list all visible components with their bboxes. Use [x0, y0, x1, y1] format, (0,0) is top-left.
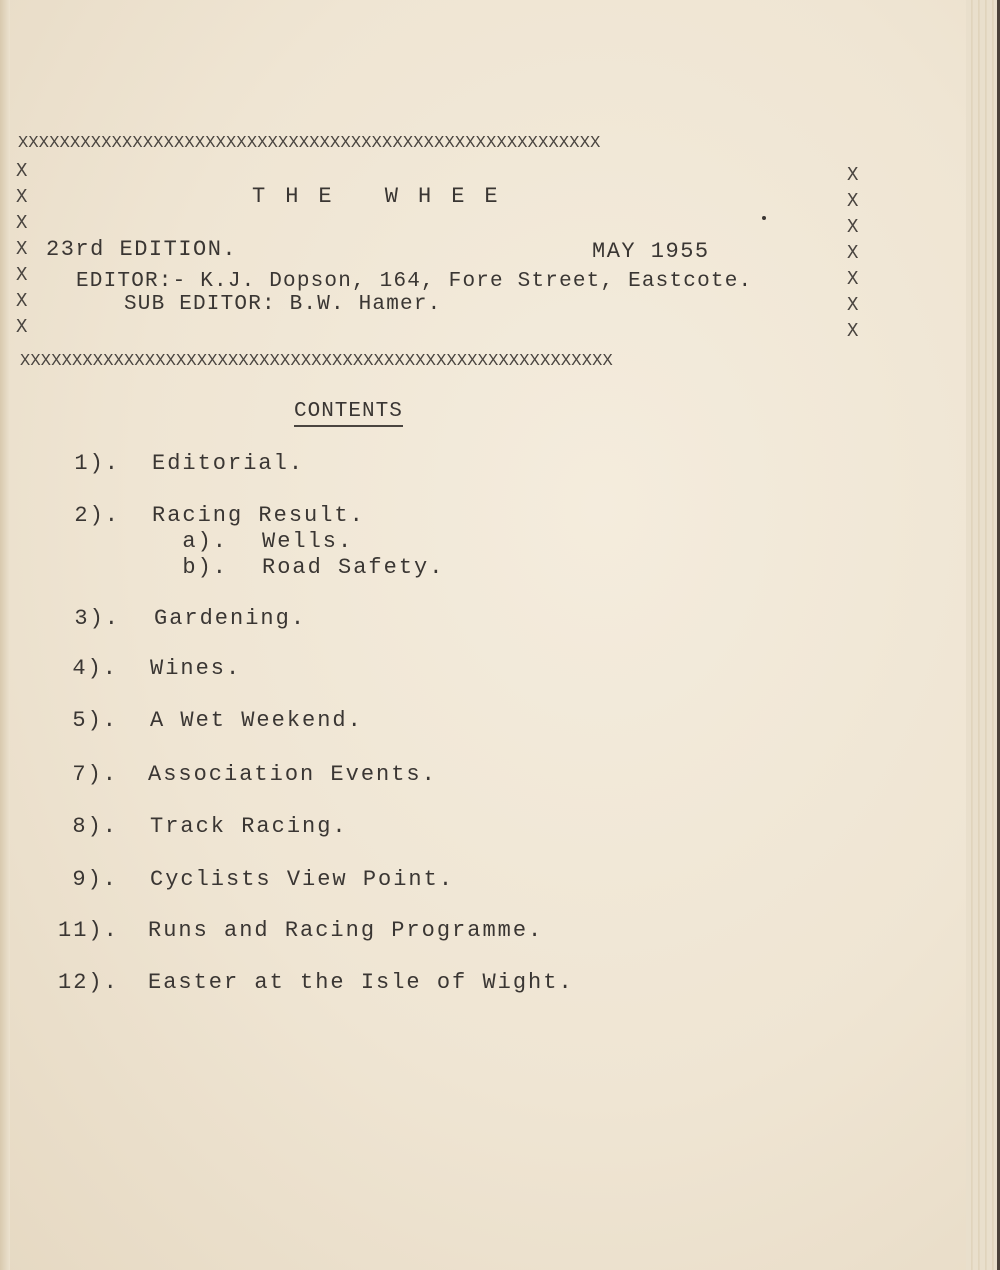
ink-dot [762, 216, 766, 220]
border-x: X [847, 268, 859, 290]
editor-line: EDITOR:- K.J. Dopson, 164, Fore Street, Eastcote. [76, 270, 753, 293]
edition-label: 23rd EDITION. [46, 237, 238, 262]
border-x: X [16, 290, 28, 312]
toc-item-title: Editorial. [152, 451, 305, 476]
border-x: X [16, 316, 28, 338]
toc-item-title: Racing Result. [152, 503, 365, 528]
toc-subitem-title: Wells. [262, 529, 354, 554]
border-x: X [847, 242, 859, 264]
border-x: X [847, 294, 859, 316]
toc-item-number: 5). [72, 708, 118, 733]
toc-item-title: Track Racing. [150, 814, 348, 839]
toc-item-number: 3). [74, 606, 120, 631]
toc-item-title: Easter at the Isle of Wight. [148, 970, 574, 995]
border-x: X [16, 212, 28, 234]
toc-subitem-letter: a). [182, 529, 228, 554]
edition-date: MAY 1955 [592, 239, 710, 264]
border-x: X [847, 190, 859, 212]
border-x: X [16, 186, 28, 208]
toc-item-title: Association Events. [148, 762, 437, 787]
page-spine [0, 0, 10, 1270]
header-border-top: XXXXXXXXXXXXXXXXXXXXXXXXXXXXXXXXXXXXXXXXXXXXXXXXXXXXXXXX [18, 134, 601, 153]
border-x: X [16, 264, 28, 286]
toc-item-number: 2). [74, 503, 120, 528]
contents-heading: CONTENTS [294, 400, 403, 427]
border-x: X [16, 160, 28, 182]
toc-item-title: A Wet Weekend. [150, 708, 363, 733]
border-x: X [16, 238, 28, 260]
border-x: X [847, 164, 859, 186]
toc-subitem-title: Road Safety. [262, 555, 445, 580]
toc-item-number: 12). [58, 970, 119, 995]
toc-item-number: 8). [72, 814, 118, 839]
toc-item-title: Cyclists View Point. [150, 867, 455, 892]
toc-item-number: 11). [58, 918, 119, 943]
header-border-bottom: XXXXXXXXXXXXXXXXXXXXXXXXXXXXXXXXXXXXXXXXXXXXXXXXXXXXXXXXX [20, 352, 613, 371]
page-stack-edge [966, 0, 1000, 1270]
toc-item-number: 9). [72, 867, 118, 892]
border-x: X [847, 320, 859, 342]
toc-subitem-letter: b). [182, 555, 228, 580]
newsletter-title: THE WHEE [252, 184, 518, 209]
toc-item-title: Runs and Racing Programme. [148, 918, 544, 943]
toc-item-number: 7). [72, 762, 118, 787]
toc-item-title: Wines. [150, 656, 242, 681]
toc-item-number: 1). [74, 451, 120, 476]
toc-item-title: Gardening. [154, 606, 307, 631]
border-x: X [847, 216, 859, 238]
sub-editor-line: SUB EDITOR: B.W. Hamer. [124, 293, 442, 316]
toc-item-number: 4). [72, 656, 118, 681]
